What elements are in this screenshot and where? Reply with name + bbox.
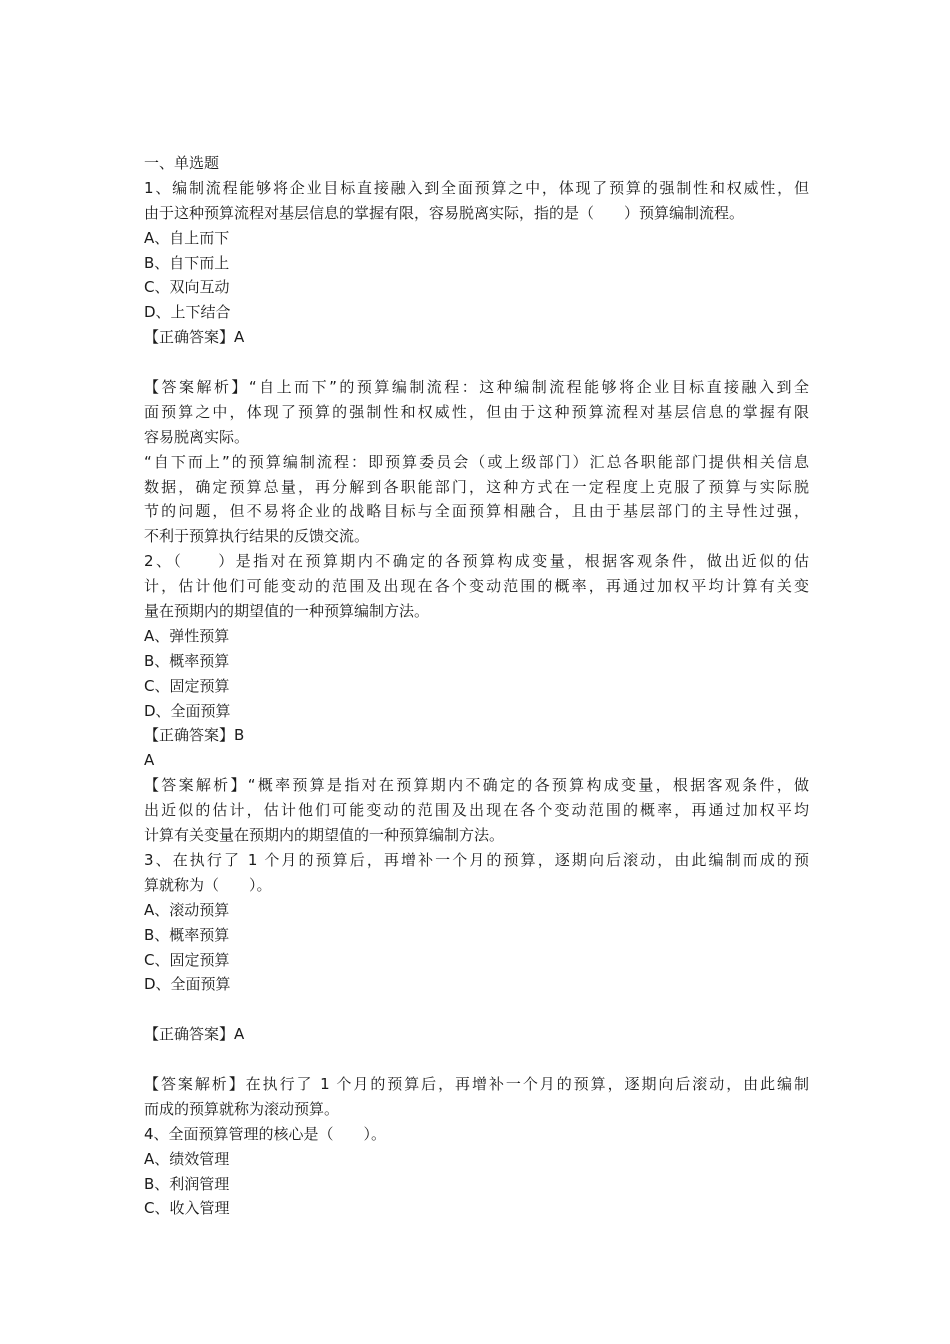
question-1-option-c: C、双向互动 <box>144 278 230 297</box>
question-3-analysis-line-2: 而成的预算就称为滚动预算。 <box>144 1099 340 1118</box>
question-3-analysis-line-1: 【答案解析】在执行了 1 个月的预算后，再增补一个月的预算，逐期向后滚动，由此编制 <box>144 1074 809 1093</box>
question-1-analysis-line-7: 不利于预算执行结果的反馈交流。 <box>144 527 370 546</box>
question-1-analysis-line-4: “自下而上”的预算编制流程：即预算委员会（或上级部门）汇总各职能部门提供相关信息 <box>144 452 809 471</box>
question-3-option-b: B、概率预算 <box>144 925 230 944</box>
question-1-analysis-line-5: 数据，确定预算总量，再分解到各职能部门，这种方式在一定程度上克服了预算与实际脱 <box>144 477 809 496</box>
question-3-option-c: C、固定预算 <box>144 950 230 969</box>
blank-line <box>144 350 809 375</box>
question-3-stem-line-1: 3、在执行了 1 个月的预算后，再增补一个月的预算，逐期向后滚动，由此编制而成的预 <box>144 850 809 869</box>
question-1-analysis-line-1: 【答案解析】“自上而下”的预算编制流程：这种编制流程能够将企业目标直接融入到全 <box>144 378 809 397</box>
question-3-answer: 【正确答案】A <box>144 1025 245 1044</box>
question-2-analysis-line-2: 出近似的估计，估计他们可能变动的范围及出现在各个变动范围的概率，再通过加权平均 <box>144 801 809 820</box>
question-2-option-a: A、弹性预算 <box>144 626 230 645</box>
question-1-option-d: D、上下结合 <box>144 303 231 322</box>
question-2-stem-line-2: 计，估计他们可能变动的范围及出现在各个变动范围的概率，再通过加权平均计算有关变 <box>144 577 809 596</box>
blank-line <box>144 997 809 1022</box>
question-2-analysis-line-3: 计算有关变量在预期内的期望值的一种预算编制方法。 <box>144 826 505 845</box>
document-body <box>144 151 809 1221</box>
question-1-analysis-line-2: 面预算之中，体现了预算的强制性和权威性，但由于这种预算流程对基层信息的掌握有限 <box>144 402 809 421</box>
question-1-answer: 【正确答案】A <box>144 328 245 347</box>
question-2-option-b: B、概率预算 <box>144 651 230 670</box>
question-2-extra: A <box>144 751 155 770</box>
question-1-analysis-line-3: 容易脱离实际。 <box>144 427 250 446</box>
question-3-option-a: A、滚动预算 <box>144 900 230 919</box>
question-2-answer: 【正确答案】B <box>144 726 245 745</box>
question-2-stem-line-3: 量在预期内的期望值的一种预算编制方法。 <box>144 602 430 621</box>
question-2-option-c: C、固定预算 <box>144 676 230 695</box>
question-1-option-a: A、自上而下 <box>144 228 230 247</box>
question-1-stem-line-2: 由于这种预算流程对基层信息的掌握有限，容易脱离实际，指的是（ ）预算编制流程。 <box>144 203 745 222</box>
question-4-option-a: A、绩效管理 <box>144 1149 230 1168</box>
question-3-stem-line-2: 算就称为（ ）。 <box>144 875 272 894</box>
question-4-option-b: B、利润管理 <box>144 1174 230 1193</box>
blank-line <box>144 1047 809 1072</box>
question-2-option-d: D、全面预算 <box>144 701 231 720</box>
question-1-analysis-line-6: 节的问题，但不易将企业的战略目标与全面预算相融合，且由于基层部门的主导性过强， <box>144 502 809 521</box>
question-4-stem-line-1: 4、全面预算管理的核心是（ ）。 <box>144 1124 387 1143</box>
section-title: 一、单选题 <box>144 154 220 172</box>
question-4-option-c: C、收入管理 <box>144 1199 230 1218</box>
question-2-stem-line-1: 2、（ ）是指对在预算期内不确定的各预算构成变量，根据客观条件，做出近似的估 <box>144 552 809 571</box>
question-1-option-b: B、自下而上 <box>144 253 230 272</box>
question-1-stem-line-1: 1、编制流程能够将企业目标直接融入到全面预算之中，体现了预算的强制性和权威性，但 <box>144 178 809 197</box>
question-3-option-d: D、全面预算 <box>144 975 231 994</box>
question-2-analysis-line-1: 【答案解析】“概率预算是指对在预算期内不确定的各预算构成变量，根据客观条件，做 <box>144 776 809 795</box>
